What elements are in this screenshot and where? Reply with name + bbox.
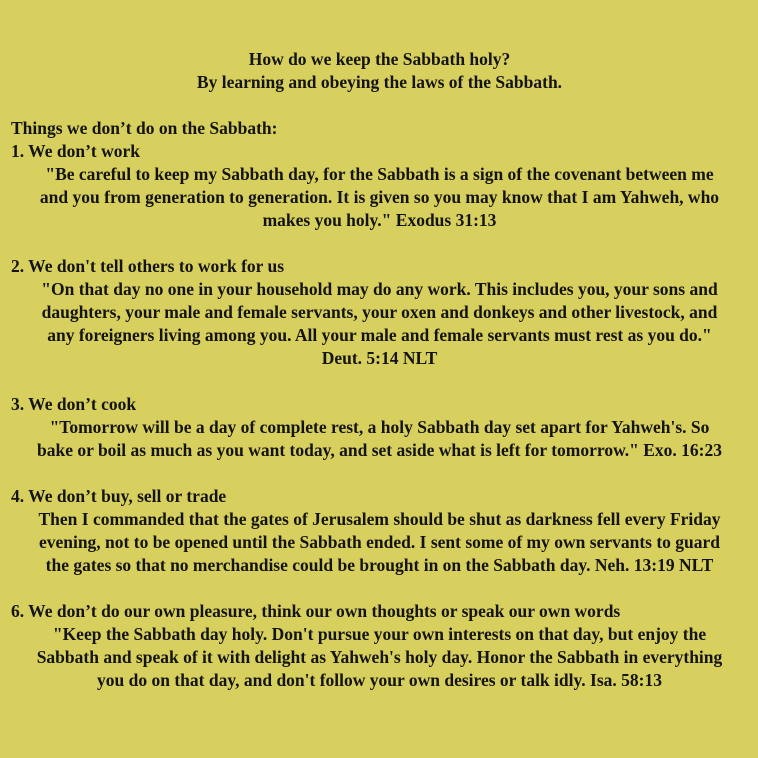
rule-title: 4. We don’t buy, sell or trade: [11, 486, 227, 506]
quote-line: "Be careful to keep my Sabbath day, for the Sabbath is a sign of the covenant between me: [45, 164, 714, 184]
rule-6: [11, 600, 748, 692]
rule-3: [11, 393, 748, 462]
quote-line: Sabbath and speak of it with delight as Yahweh's holy day. Honor the Sabbath in everything: [36, 647, 723, 667]
rule-quote: [11, 416, 748, 462]
quote-line: and you from generation to generation. It is given so you may know that I am Yahweh, who: [39, 187, 720, 207]
quote-line: "Tomorrow will be a day of complete rest, a holy Sabbath day set apart for Yahweh's. So: [49, 417, 710, 437]
quote-line: makes you holy." Exodus 31:13: [262, 210, 497, 230]
rule-quote: [11, 508, 748, 577]
heading-question: How do we keep the Sabbath holy?: [248, 49, 511, 69]
heading: [11, 48, 748, 94]
rule-title: 2. We don't tell others to work for us: [11, 256, 285, 276]
rule-2: [11, 255, 748, 370]
quote-line: you do on that day, and don't follow your own desires or talk idly. Isa. 58:13: [97, 670, 662, 690]
quote-line: "Keep the Sabbath day holy. Don't pursue your own interests on that day, but enjoy the: [52, 624, 707, 644]
quote-line: the gates so that no merchandise could be brought in on the Sabbath day. Neh. 13:19 NLT: [45, 555, 714, 575]
quote-line: any foreigners living among you. All your male and female servants must rest as you do.": [47, 325, 712, 345]
rule-title: 1. We don’t work: [11, 141, 140, 161]
quote-line: "On that day no one in your household may do any work. This includes you, your sons and: [41, 279, 718, 299]
quote-line: bake or boil as much as you want today, and set aside what is left for tomorrow." Exo. 16:23: [37, 440, 722, 460]
rule-title: 3. We don’t cook: [11, 394, 137, 414]
rule-quote: [11, 163, 748, 232]
rule-1: [11, 140, 748, 232]
rule-quote: [11, 278, 748, 370]
quote-line: Then I commanded that the gates of Jerusalem should be shut as darkness fell every Friday: [38, 509, 721, 529]
rule-4: [11, 485, 748, 577]
quote-line: evening, not to be opened until the Sabbath ended. I sent some of my own servants to guard: [38, 532, 721, 552]
quote-line: daughters, your male and female servants, your oxen and donkeys and other livestock, and: [41, 302, 718, 322]
intro-text: Things we don’t do on the Sabbath:: [11, 118, 278, 138]
rule-quote: [11, 623, 748, 692]
rule-title: 6. We don’t do our own pleasure, think our own thoughts or speak our own words: [11, 601, 621, 621]
quote-line: Deut. 5:14 NLT: [321, 348, 438, 368]
heading-answer: By learning and obeying the laws of the Sabbath.: [196, 72, 563, 92]
